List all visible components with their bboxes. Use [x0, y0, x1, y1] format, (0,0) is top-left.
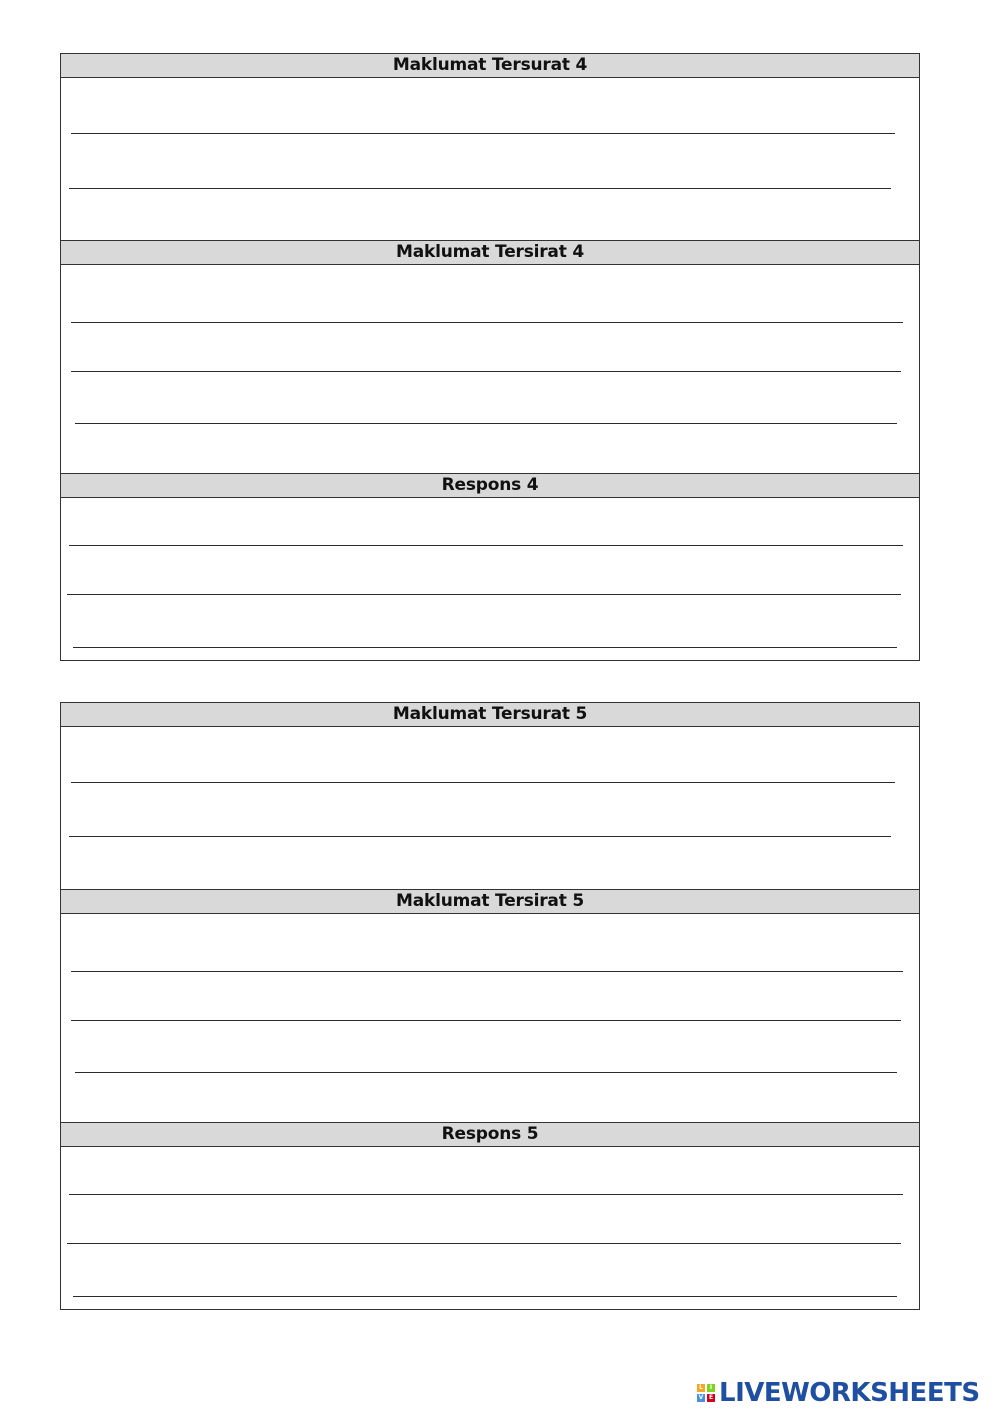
logo-tile: V	[698, 1394, 704, 1401]
writing-line	[67, 594, 901, 595]
logo-tile: I	[707, 1384, 715, 1392]
writing-line	[73, 1296, 897, 1297]
answer-area-respons-4[interactable]	[61, 498, 919, 660]
answer-area-respons-5[interactable]	[61, 1147, 919, 1309]
writing-line	[69, 1194, 903, 1195]
answer-area-tersirat-4[interactable]	[61, 265, 919, 473]
writing-line	[71, 133, 895, 134]
header-respons-4: Respons 4	[61, 473, 919, 498]
logo-icon	[697, 1384, 715, 1402]
header-tersurat-5: Maklumat Tersurat 5	[61, 703, 919, 727]
liveworksheets-logo	[697, 1378, 980, 1408]
header-tersurat-4: Maklumat Tersurat 4	[61, 54, 919, 78]
writing-line	[69, 836, 891, 837]
answer-area-tersurat-4[interactable]	[61, 78, 919, 240]
writing-line	[67, 1243, 901, 1244]
writing-line	[73, 647, 897, 648]
worksheet-block-4	[60, 53, 920, 661]
writing-line	[75, 423, 897, 424]
writing-line	[69, 188, 891, 189]
answer-area-tersirat-5[interactable]	[61, 914, 919, 1122]
header-tersirat-4: Maklumat Tersirat 4	[61, 240, 919, 265]
writing-line	[75, 1072, 897, 1073]
logo-tile: L	[697, 1384, 705, 1392]
logo-text: LIVEWORKSHEETS	[719, 1378, 980, 1408]
writing-line	[69, 545, 903, 546]
header-respons-5: Respons 5	[61, 1122, 919, 1147]
writing-line	[71, 322, 903, 323]
header-tersirat-5: Maklumat Tersirat 5	[61, 889, 919, 914]
answer-area-tersurat-5[interactable]	[61, 727, 919, 889]
writing-line	[71, 782, 895, 783]
worksheet-block-5	[60, 702, 920, 1310]
writing-line	[71, 1020, 901, 1021]
logo-tile: E	[708, 1394, 714, 1401]
writing-line	[71, 971, 903, 972]
writing-line	[71, 371, 901, 372]
